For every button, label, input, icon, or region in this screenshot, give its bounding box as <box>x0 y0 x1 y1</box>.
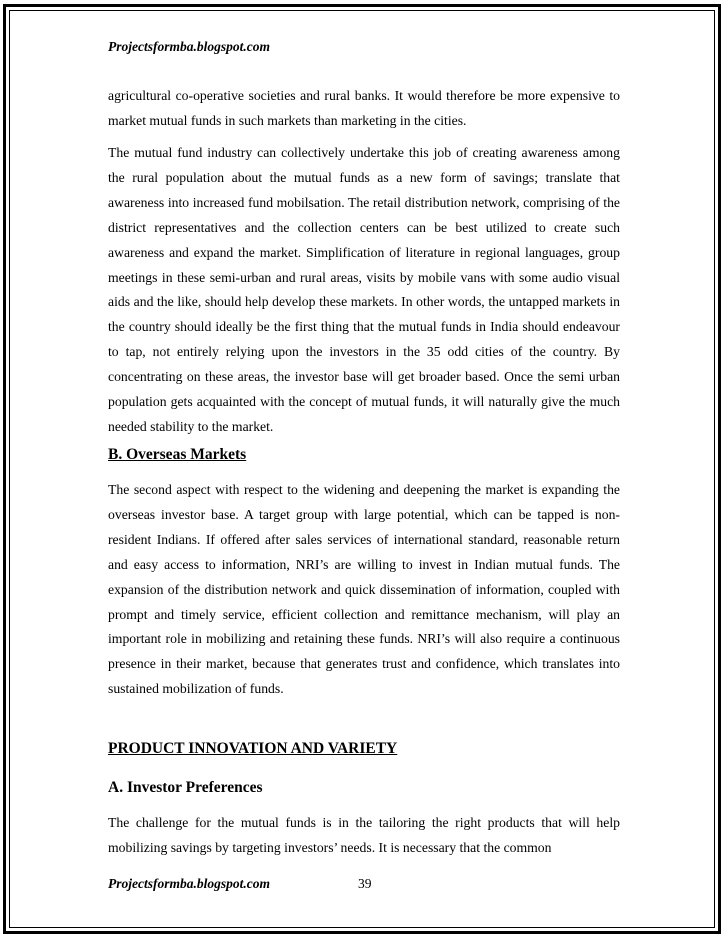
heading-product-innovation: PRODUCT INNOVATION AND VARIETY <box>108 740 398 757</box>
paragraph-awareness <box>108 141 620 440</box>
heading-overseas-markets: B. Overseas Markets <box>108 446 247 463</box>
paragraph-rural-continued <box>108 84 620 134</box>
footer-site: Projectsformba.blogspot.com <box>108 876 270 891</box>
paragraph-text: The mutual fund industry can collectively undertake this job of creating awareness among the rural population about the mutual funds as a new form of savings; translate that awareness into increased fund mobilsation. The retail distribution network, comprising of the district representatives and the collection centers can be best utilized to create such awareness and expand the market. Simplification of literature in regional languages, group meetings in these semi-urban and rural areas, visits by mobile vans with some audio visual aids and the like, should help develop these markets. In other words, the untapped markets in the country should ideally be the first thing that the mutual funds in India should endeavour to tap, not entirely relying upon the investors in the 35 odd cities of the country. By concentrating on these areas, the investor base will get broader based. Once the semi urban population gets acquainted with the concept of mutual funds, it will naturally give the much needed stability to the market. <box>108 145 620 434</box>
paragraph-text: agricultural co-operative societies and rural banks. It would therefore be more expensive to market mutual funds in such markets than marketing in the cities. <box>108 88 620 128</box>
heading-investor-preferences: A. Investor Preferences <box>108 779 263 796</box>
page-number: 39 <box>358 876 372 891</box>
paragraph-text: The challenge for the mutual funds is in the tailoring the right products that will help mobilizing savings by targeting investors’ needs. It is necessary that the common <box>108 815 620 855</box>
header-site: Projectsformba.blogspot.com <box>108 39 270 54</box>
paragraph-investor-preferences <box>108 811 620 861</box>
paragraph-text: The second aspect with respect to the widening and deepening the market is expanding the overseas investor base. A target group with large potential, which can be tapped is non-resident Indians. If offered after sales services of international standard, reasonable return and easy access to information, NRI’s are willing to invest in Indian mutual funds. The expansion of the distribution network and quick dissemination of information, coupled with prompt and timely service, efficient collection and remittance mechanism, will play an important role in mobilizing and retaining these funds. NRI’s will also require a continuous presence in their market, because that generates trust and confidence, which translates into sustained mobilization of funds. <box>108 482 620 697</box>
paragraph-overseas <box>108 478 620 702</box>
